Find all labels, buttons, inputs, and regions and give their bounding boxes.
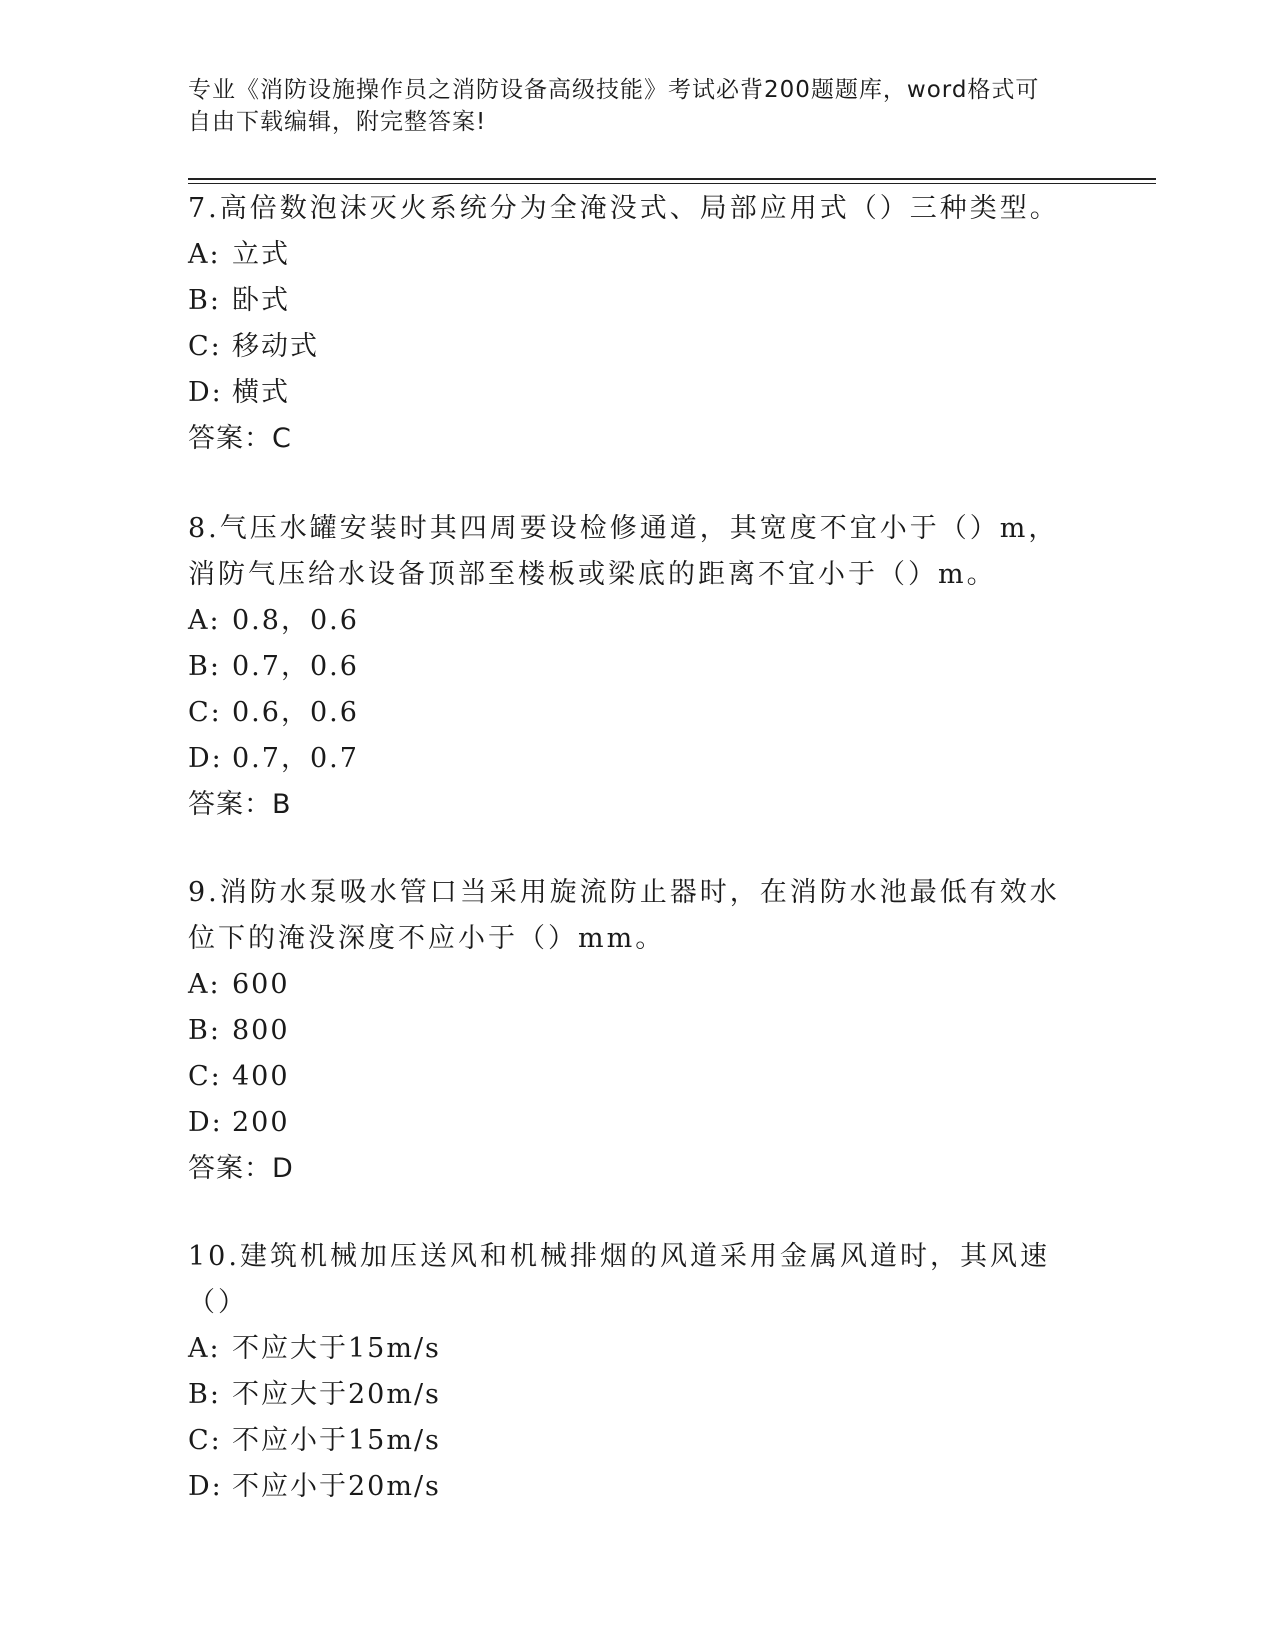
question-text: 10.建筑机械加压送风和机械排烟的风道采用金属风道时，其风速（） xyxy=(188,1241,1050,1318)
option-key: C: xyxy=(188,1061,222,1092)
option-text: 横式 xyxy=(232,377,290,408)
option-b xyxy=(188,1372,1088,1418)
option-key: D: xyxy=(188,1107,223,1138)
question-10 xyxy=(188,1234,1088,1510)
option-a xyxy=(188,232,1088,278)
option-text: 不应大于15m/s xyxy=(232,1333,441,1364)
option-b xyxy=(188,278,1088,324)
header-divider-thick xyxy=(188,178,1156,180)
option-key: C: xyxy=(188,697,222,728)
question-text: 8.气压水罐安装时其四周要设检修通道，其宽度不宜小于（）m，消防气压给水设备顶部至楼板或梁底的距离不宜小于（）m。 xyxy=(188,513,1059,590)
question-text: 7.高倍数泡沫灭火系统分为全淹没式、局部应用式（）三种类型。 xyxy=(188,193,1060,224)
option-text: 0.6，0.6 xyxy=(232,697,359,728)
option-key: A: xyxy=(188,1333,221,1364)
question-8 xyxy=(188,506,1088,828)
option-d xyxy=(188,1464,1088,1510)
answer: 答案：B xyxy=(188,789,292,820)
option-d xyxy=(188,1100,1088,1146)
option-a xyxy=(188,1326,1088,1372)
document-header xyxy=(188,74,1088,138)
option-text: 立式 xyxy=(232,239,290,270)
question-text: 9.消防水泵吸水管口当采用旋流防止器时，在消防水池最低有效水位下的淹没深度不应小于（）mm。 xyxy=(188,877,1060,954)
option-key: B: xyxy=(188,1015,221,1046)
option-a xyxy=(188,962,1088,1008)
option-d xyxy=(188,370,1088,416)
option-c xyxy=(188,690,1088,736)
option-text: 不应小于15m/s xyxy=(232,1425,441,1456)
answer: 答案：C xyxy=(188,423,292,454)
answer: 答案：D xyxy=(188,1153,294,1184)
option-key: C: xyxy=(188,1425,222,1456)
option-text: 200 xyxy=(232,1107,290,1138)
option-text: 不应小于20m/s xyxy=(232,1471,441,1502)
question-9 xyxy=(188,870,1088,1192)
option-c xyxy=(188,1418,1088,1464)
header-title-line-1: 专业《消防设施操作员之消防设备高级技能》考试必背200题题库，word格式可 xyxy=(188,77,1040,103)
option-key: B: xyxy=(188,285,221,316)
option-key: B: xyxy=(188,1379,221,1410)
option-text: 移动式 xyxy=(232,331,319,362)
option-key: D: xyxy=(188,377,223,408)
option-c xyxy=(188,324,1088,370)
option-text: 400 xyxy=(232,1061,290,1092)
option-text: 0.8，0.6 xyxy=(232,605,359,636)
option-c xyxy=(188,1054,1088,1100)
option-text: 800 xyxy=(232,1015,290,1046)
option-text: 不应大于20m/s xyxy=(232,1379,441,1410)
option-text: 0.7，0.7 xyxy=(232,743,359,774)
option-b xyxy=(188,644,1088,690)
option-d xyxy=(188,736,1088,782)
option-key: A: xyxy=(188,969,221,1000)
option-key: D: xyxy=(188,743,223,774)
option-a xyxy=(188,598,1088,644)
option-key: A: xyxy=(188,605,221,636)
option-text: 600 xyxy=(232,969,290,1000)
option-text: 卧式 xyxy=(232,285,290,316)
option-key: B: xyxy=(188,651,221,682)
option-text: 0.7，0.6 xyxy=(232,651,359,682)
option-b xyxy=(188,1008,1088,1054)
option-key: A: xyxy=(188,239,221,270)
header-title-line-2: 自由下载编辑，附完整答案! xyxy=(188,109,487,135)
option-key: C: xyxy=(188,331,222,362)
option-key: D: xyxy=(188,1471,223,1502)
question-7 xyxy=(188,186,1088,462)
header-divider-thin xyxy=(188,183,1156,184)
